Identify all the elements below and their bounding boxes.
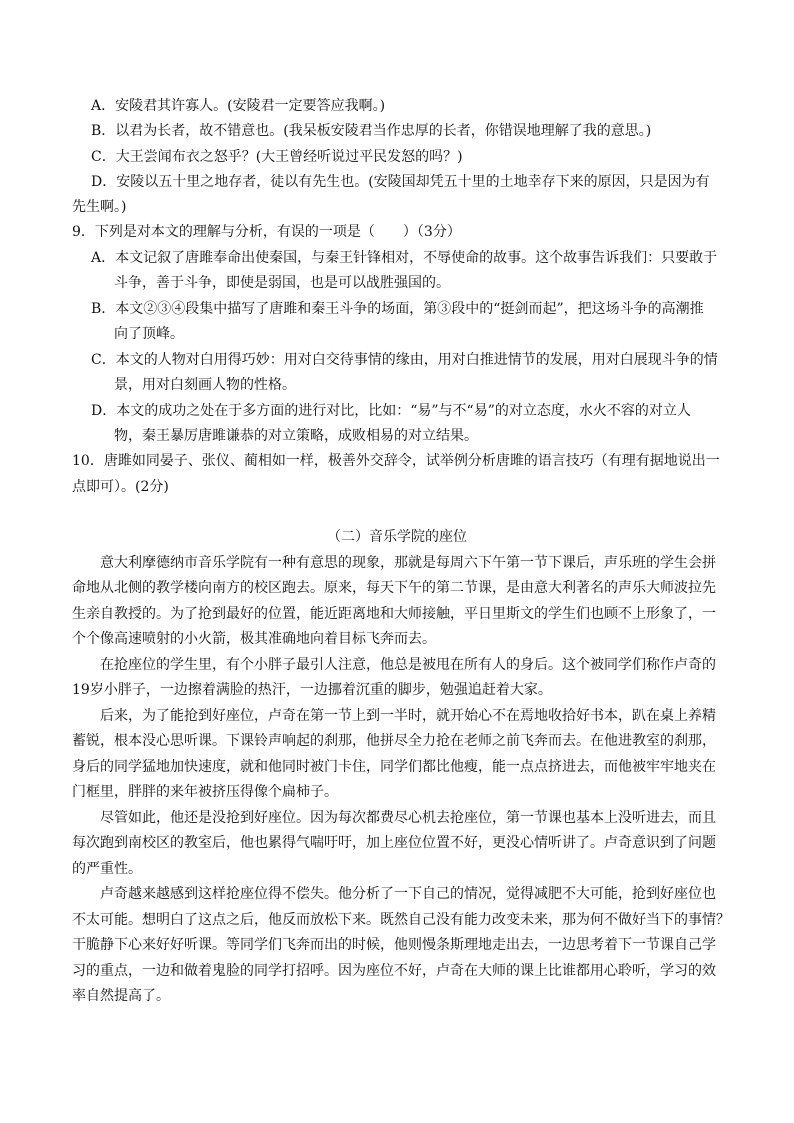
option-b-q8: B．以君为长者，故不错意也。(我呆板安陵君当作忠厚的长者，你错误地理解了我的意思。)	[91, 123, 652, 139]
paragraph-3-line: 门框里，胖胖的来年被挤压得像个扁柿子。	[72, 784, 338, 800]
paragraph-5-line: 习的重点，一边和做着鬼脸的同学打招呼。因为座位不好，卢奇在大师的课上比谁都用心聆听，学习的效	[72, 963, 716, 979]
option-c-q9-line2: 景，用对白刻画人物的性格。	[114, 377, 296, 393]
option-d-q9-line1: D．本文的成功之处在于多方面的进行对比，比如：“易”与不“易”的对立态度，水火不容的对立人	[91, 403, 691, 419]
passage-title: （二）音乐学院的座位	[327, 529, 467, 545]
paragraph-3-line: 后来，为了能抢到好座位，卢奇在第一节上到一半时，就开始心不在焉地收拾好书本，趴在桌上养精	[100, 708, 716, 724]
paragraph-5-line: 率自然提高了。	[72, 988, 170, 1004]
question-10-line1: 10．唐雎如同晏子、张仪、蔺相如一样，极善外交辞令，试举例分析唐雎的语言技巧（有理有据地说出一	[72, 453, 720, 469]
option-d-q9-line2: 物，秦王暴厉唐雎谦恭的对立策略，成败相易的对立结果。	[114, 428, 478, 444]
option-d-q8-line2: 先生啊。)	[72, 199, 127, 215]
question-9-stem: 9．下列是对本文的理解与分析，有误的一项是（ ）（3分）	[72, 224, 461, 240]
paragraph-3-line: 蓄锐，根本没心思听课。下课铃声响起的刹那，他拼尽全力抢在老师之前飞奔而去。在他进教室的刹那，	[72, 733, 716, 749]
option-a-q9-line2: 斗争，善于斗争，即使是弱国，也是可以战胜强国的。	[114, 275, 450, 291]
option-a-q8: A．安陵君其许寡人。(安陵君一定要答应我啊。)	[91, 98, 386, 114]
paragraph-1-line: 意大利摩德纳市音乐学院有一种有意思的现象，那就是每周六下午第一节下课后，声乐班的学生会拼	[100, 555, 716, 571]
option-b-q9-line1: B．本文②③④段集中描写了唐雎和秦王斗争的场面，第③段中的“挺剑而起”，把这场斗争的高潮推	[91, 301, 704, 317]
paragraph-2-line: 19岁小胖子，一边擦着满脸的热汗，一边挪着沉重的脚步，勉强追赶着大家。	[72, 682, 552, 698]
paragraph-1-line: 个个像高速喷射的小火箭，极其准确地向着目标飞奔而去。	[72, 631, 436, 647]
paragraph-1-line: 命地从北侧的教学楼向南方的校区跑去。原来，每天下午的第二节课，是由意大利著名的声乐大师波拉先	[72, 580, 716, 596]
paragraph-5-line: 不太可能。想明白了这点之后，他反而放松下来。既然自己没有能力改变未来，那为何不做好当下的事情？	[72, 912, 730, 928]
paragraph-3-line: 身后的同学猛地加快速度，就和他同时被门卡住，同学们都比他瘦，能一点点挤进去，而他被牢牢地夹在	[72, 759, 716, 775]
option-c-q8: C．大王尝闻布衣之怒乎？(大王曾经听说过平民发怒的吗？)	[91, 149, 463, 165]
question-10-line2: 点即可）。(2分)	[72, 479, 169, 495]
option-a-q9-line1: A．本文记叙了唐雎奉命出使秦国，与秦王针锋相对，不辱使命的故事。这个故事告诉我们：只要敢于	[91, 250, 718, 266]
option-b-q9-line2: 向了顶峰。	[114, 326, 184, 342]
paragraph-5-line: 干脆静下心来好好听课。等同学们飞奔而出的时候，他则慢条斯理地走出去，一边思考着下一节课自己学	[72, 937, 716, 953]
paragraph-5-line: 卢奇越来越感到这样抢座位得不偿失。他分析了一下自己的情况，觉得减肥不大可能，抢到好座位也	[100, 886, 716, 902]
option-c-q9-line1: C．本文的人物对白用得巧妙：用对白交待事情的缘由，用对白推进情节的发展，用对白展现斗争的情	[91, 352, 718, 368]
option-d-q8-line1: D．安陵以五十里之地存者，徒以有先生也。(安陵国却凭五十里的土地幸存下来的原因，只是因为有	[91, 174, 710, 190]
paragraph-4-line: 每次跑到南校区的教室后，他也累得气喘吁吁，加上座位位置不好，更没心情听讲了。卢奇意识到了问题	[72, 835, 716, 851]
paragraph-2-line: 在抢座位的学生里，有个小胖子最引人注意，他总是被甩在所有人的身后。这个被同学们称作卢奇的	[100, 657, 716, 673]
paragraph-4-line: 尽管如此，他还是没抢到好座位。因为每次都费尽心机去抢座位，第一节课也基本上没听进去，而且	[100, 810, 716, 826]
paragraph-4-line: 的严重性。	[72, 861, 142, 877]
paragraph-1-line: 生亲自教授的。为了抢到最好的位置，能近距离地和大师接触，平日里斯文的学生们也顾不上形象了，一	[72, 606, 716, 622]
